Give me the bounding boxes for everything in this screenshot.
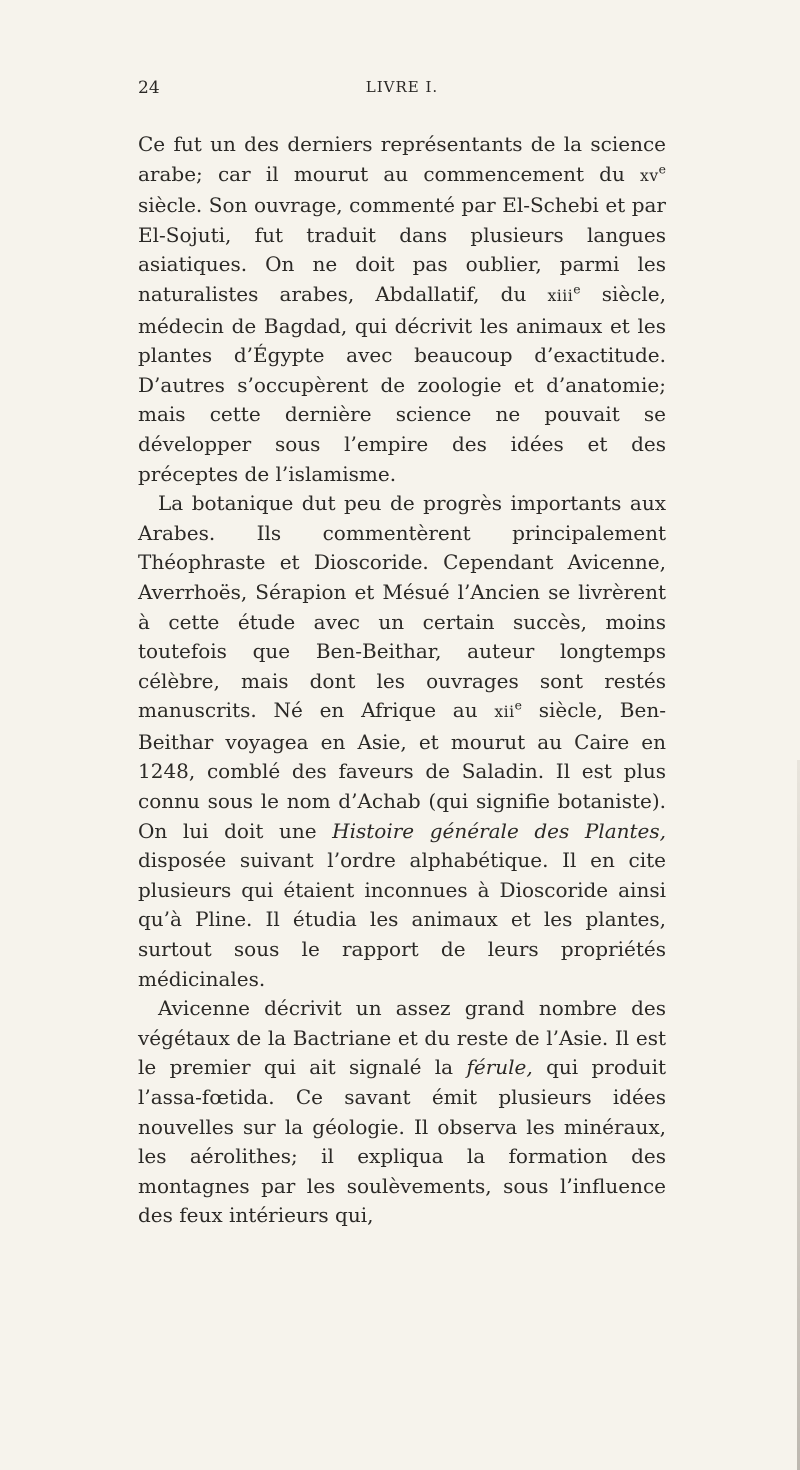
text-run: Ce fut un des derniers représentants de la science arabe; car il mourut au commencement du	[138, 132, 666, 186]
text-run: Avicenne décrivit un assez grand nombre des végétaux de la Bactriane et du reste de l’Asie. Il est le premier qui ait signalé la	[138, 996, 666, 1080]
italic-term: férule,	[466, 1055, 533, 1080]
running-title: LIVRE I.	[365, 78, 439, 96]
text-run: siècle. Son ouvrage, commenté par El-Schebi et par El-Sojuti, fut traduit dans plusieurs langues asiatiques. On ne doit pas oublier, parmi les naturalistes arabes, Abdallatif, du	[138, 193, 666, 306]
superscript-run: e	[658, 160, 666, 176]
text-run: siècle, Ben-Beithar voyagea en Asie, et mourut au Caire en 1248, comblé des faveurs de Saladin. Il est plus connu sous le nom d’Achab (qui signifie botaniste). On lui doit une	[138, 698, 666, 843]
text-run: disposée suivant l’ordre alphabétique. Il en cite plusieurs qui étaient inconnues à Dioscoride ainsi qu’à Pline. Il étudia les animaux et les plantes, surtout sous le rapport de leurs propriétés médicinales.	[138, 848, 666, 991]
superscript-run: e	[573, 281, 581, 297]
text-run: siècle, médecin de Bagdad, qui décrivit les animaux et les plantes d’Égypte avec beaucoup d’exactitude. D’autres s’occupèrent de zoologie et d’anatomie; mais cette dernière science ne pouvait se développer sous l’empire des idées et des préceptes de l’islamisme.	[138, 281, 666, 486]
page-header	[138, 78, 666, 108]
page-number: 24	[138, 78, 160, 98]
superscript-run: e	[514, 697, 522, 713]
small-caps-run: xv	[640, 166, 659, 185]
small-caps-run: xiii	[547, 286, 574, 305]
text-run: La botanique dut peu de progrès importants aux Arabes. Ils commentèrent principalement Théophraste et Dioscoride. Cependant Avicenne, Averrhoës, Sérapion et Mésué l’Ancien se livrèrent à cette étude avec un certain succès, moins toutefois que Ben-Beithar, auteur longtemps célèbre, mais dont les ouvrages sont restés manuscrits. Né en Afrique au	[138, 491, 666, 723]
paragraph-1	[138, 130, 666, 489]
italic-title: Histoire générale des Plantes,	[332, 818, 666, 843]
paragraph-3	[138, 994, 666, 1231]
text-run: qui produit l’assa-fœtida. Ce savant émit plusieurs idées nouvelles sur la géologie. Il observa les minéraux, les aérolithes; il expliqua la formation des montagnes par les soulèvements, sous l’influence des feux intérieurs qui,	[138, 1055, 666, 1228]
body-text	[138, 130, 666, 1231]
paragraph-2	[138, 489, 666, 994]
small-caps-run: xii	[494, 703, 515, 722]
